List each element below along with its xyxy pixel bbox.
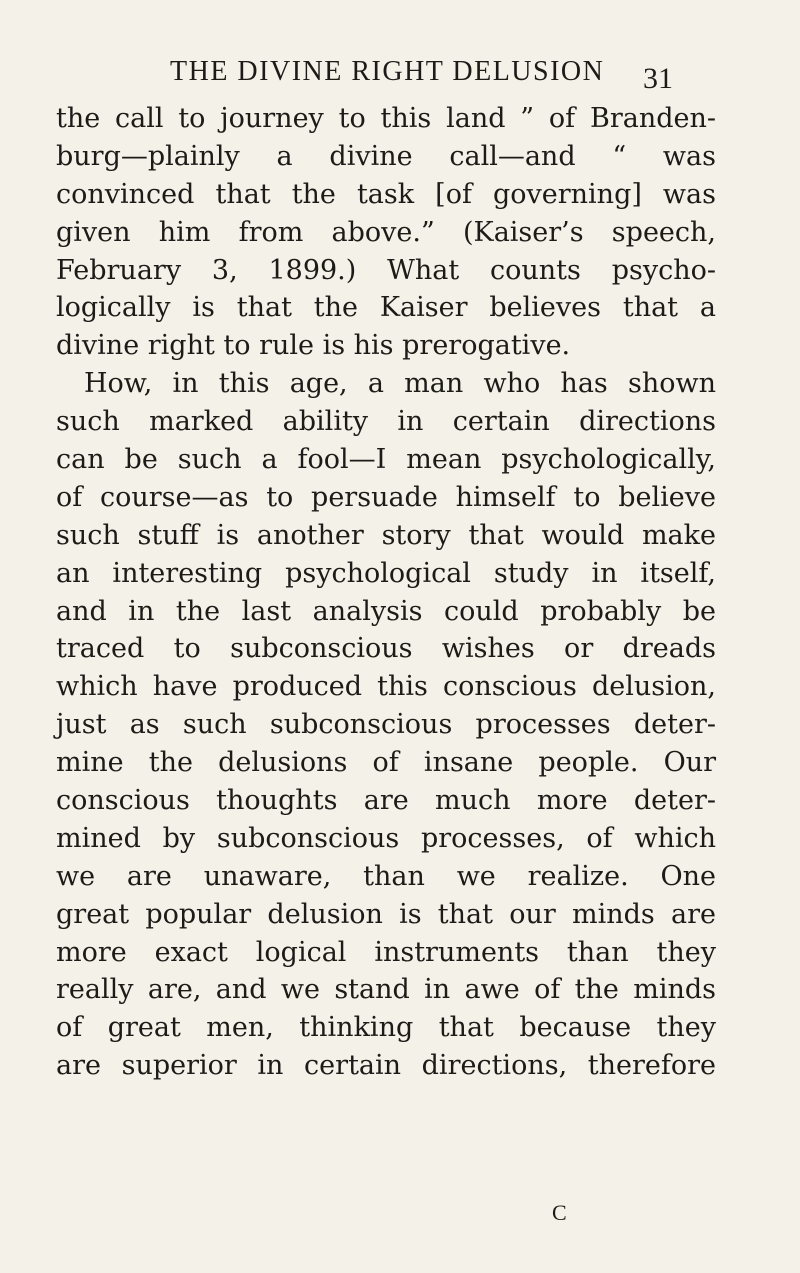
text-line: mine the delusions of insane people. Our [56, 747, 716, 779]
text-line: burg—plainly a divine call—and “ was [56, 140, 716, 172]
running-head: THE DIVINE RIGHT DELUSION [170, 56, 605, 87]
text-line: traced to subconscious wishes or dreads [56, 633, 716, 665]
text-line: we are unaware, than we realize. One [56, 860, 716, 892]
text-line: logically is that the Kaiser believes that a [56, 292, 716, 324]
text-line: are superior in certain directions, therefore [56, 1050, 716, 1082]
signature-mark: C [552, 1200, 568, 1225]
text-line: can be such a fool—I mean psychologically, [56, 444, 716, 476]
text-line: February 3, 1899.) What counts psycho- [56, 254, 716, 286]
text-line: such stuff is another story that would make [56, 519, 716, 551]
text-line: How, in this age, a man who has shown [84, 368, 716, 400]
text-line: such marked ability in certain directions [56, 406, 716, 438]
text-line: the call to journey to this land ” of Branden- [56, 103, 716, 134]
text-line: more exact logical instruments than they [56, 936, 716, 968]
text-line: and in the last analysis could probably be [56, 595, 716, 627]
text-line: given him from above.” (Kaiser’s speech, [56, 216, 716, 248]
page-number: 31 [643, 62, 673, 95]
text-line: of great men, thinking that because they [56, 1012, 716, 1044]
text-line: really are, and we stand in awe of the minds [56, 974, 716, 1006]
body-text [56, 100, 716, 1085]
text-line: an interesting psychological study in itself, [56, 557, 716, 589]
text-line: convinced that the task [of governing] was [56, 178, 716, 210]
text-line: mined by subconscious processes, of which [56, 822, 716, 854]
text-line: just as such subconscious processes deter- [56, 709, 716, 741]
text-line: which have produced this conscious delusion, [56, 671, 716, 703]
text-line: great popular delusion is that our minds are [56, 898, 716, 930]
text-line: of course—as to persuade himself to believe [56, 481, 716, 513]
text-line: conscious thoughts are much more deter- [56, 785, 716, 817]
text-line: divine right to rule is his prerogative. [56, 330, 571, 362]
